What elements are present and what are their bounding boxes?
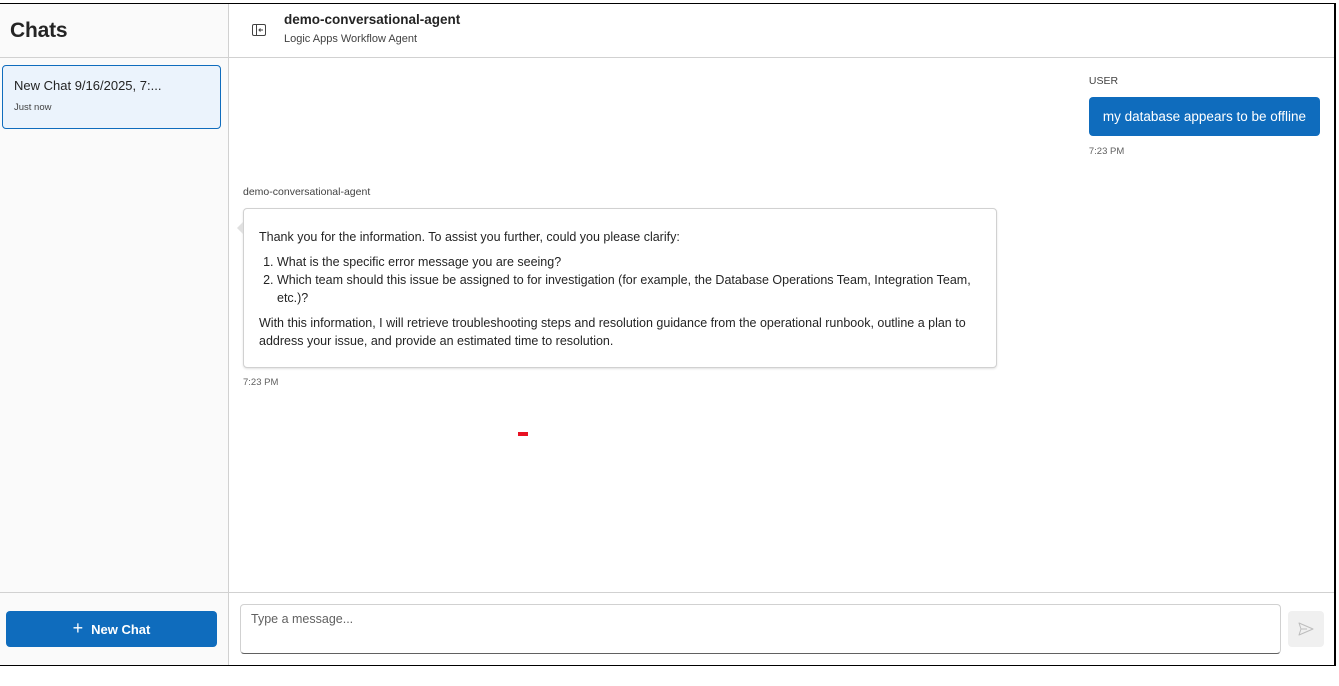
sidebar-title: Chats <box>10 18 68 42</box>
chat-main <box>229 4 1334 665</box>
chat-item-title: New Chat 9/16/2025, 7:... <box>14 78 162 93</box>
agent-message-time: 7:23 PM <box>243 377 279 388</box>
agent-message-outro: With this information, I will retrieve troubleshooting steps and resolution guidance from the operational runbook, outline a plan to address your issue, and provide an estimated time to resolution. <box>259 316 966 348</box>
user-message-time: 7:23 PM <box>1088 146 1125 157</box>
agent-message-intro: Thank you for the information. To assist you further, could you please clarify: <box>259 230 680 244</box>
sidebar-collapse-icon <box>252 24 266 36</box>
agent-label: demo-conversational-agent <box>243 186 371 198</box>
composer <box>229 592 1334 665</box>
agent-list-item: 1. What is the specific error message you are seeing? <box>277 253 981 271</box>
red-marker <box>518 432 528 436</box>
sidebar-header <box>0 4 228 58</box>
new-chat-button[interactable] <box>6 611 217 647</box>
sidebar <box>0 4 229 665</box>
new-chat-label: New Chat <box>91 621 151 637</box>
agent-message <box>243 186 997 388</box>
send-icon <box>1298 622 1314 636</box>
agent-title: demo-conversational-agent <box>284 12 461 27</box>
plus-icon: + <box>72 618 84 638</box>
sidebar-toggle-button[interactable] <box>249 20 269 40</box>
agent-message-list <box>277 253 981 307</box>
message-list[interactable] <box>229 58 1334 592</box>
agent-subtitle: Logic Apps Workflow Agent <box>284 33 418 45</box>
chat-header <box>229 4 1334 58</box>
agent-list-item: 2. Which team should this issue be assigned to for investigation (for example, the Database Operations Team, Integration Team, etc.)? <box>277 271 981 307</box>
chat-list <box>0 58 228 592</box>
chat-item-time: Just now <box>14 102 52 113</box>
app-window <box>0 3 1336 666</box>
header-text <box>284 12 460 45</box>
agent-message-bubble <box>243 208 997 368</box>
chat-list-item[interactable] <box>2 65 221 129</box>
sidebar-footer <box>0 592 228 665</box>
send-button[interactable] <box>1288 611 1324 647</box>
user-label: USER <box>1088 75 1119 87</box>
user-message-bubble: my database appears to be offline <box>1089 97 1320 136</box>
message-input[interactable] <box>240 604 1281 654</box>
user-message <box>1089 75 1320 157</box>
